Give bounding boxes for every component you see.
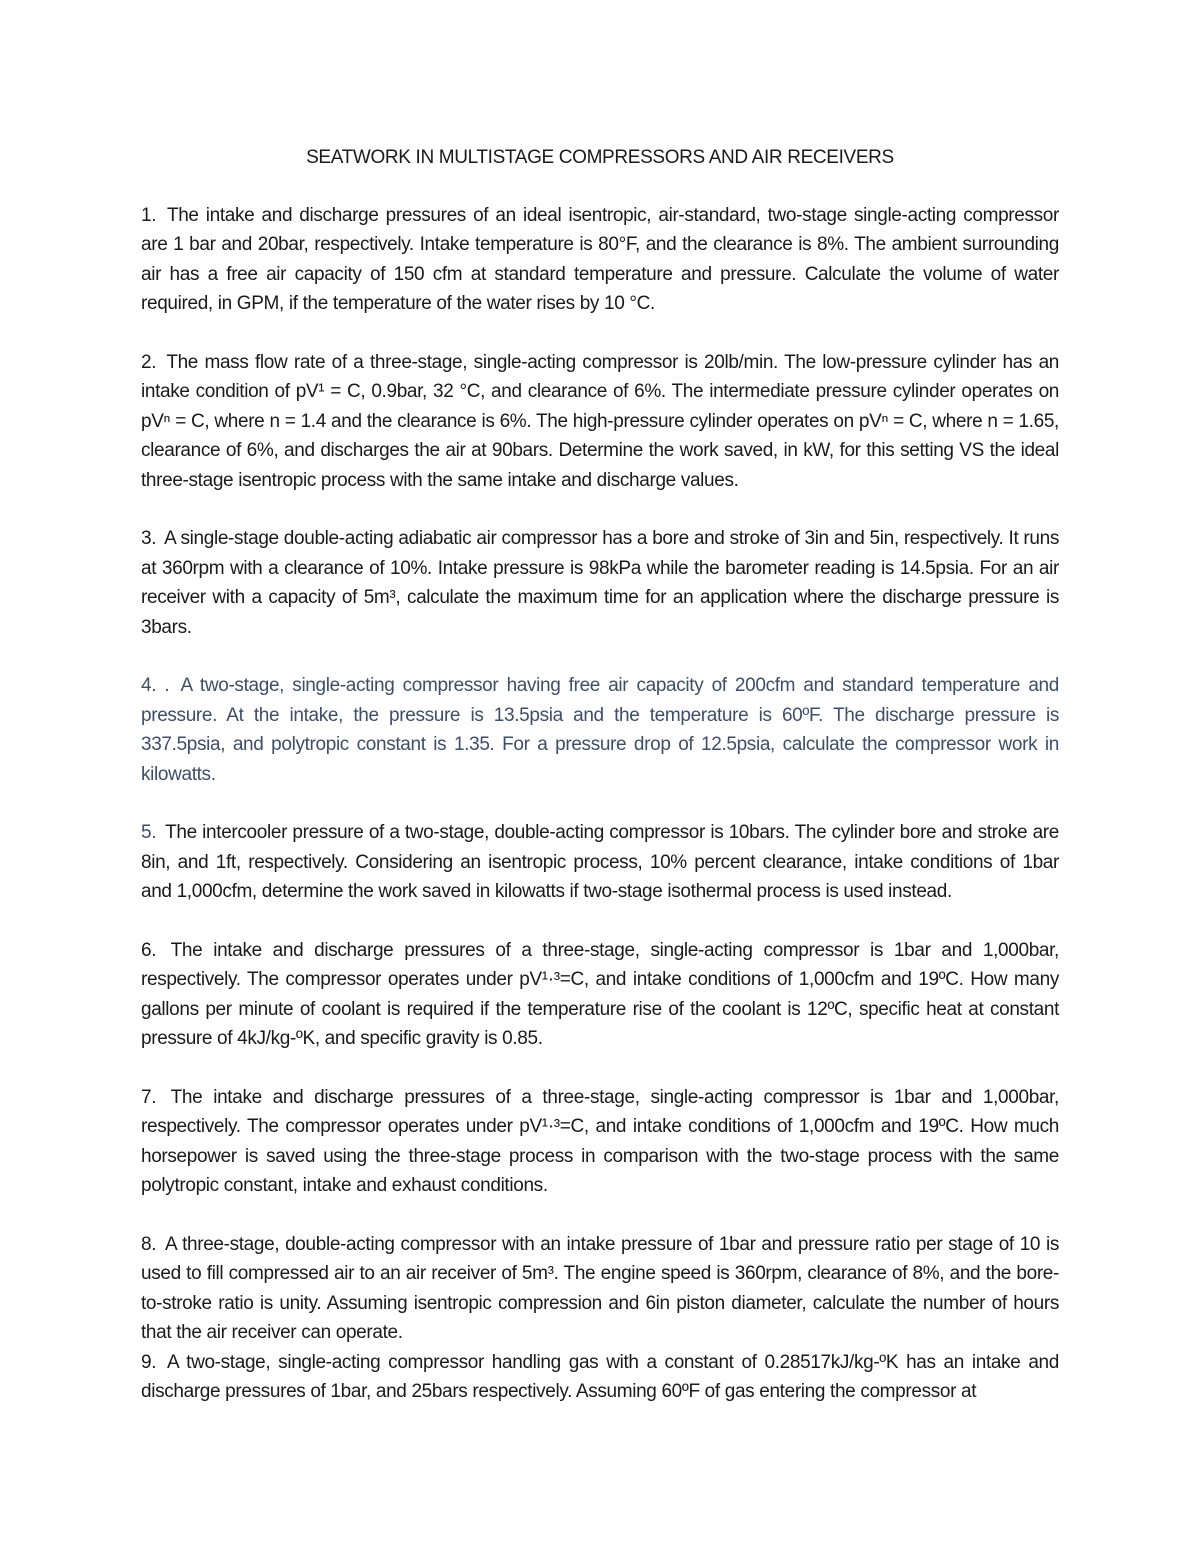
document-body: [141, 143, 1059, 1407]
problem-text: The mass flow rate of a three-stage, single-acting compressor is 20lb/min. The low-pressure cylinder has an intake condition of pV¹ = C, 0.9bar, 32 °C, and clearance of 6%. The intermediate pressure cylinder operates on pVⁿ = C, where n = 1.4 and the clearance is 6%. The high-pressure cylinder operates on pVⁿ = C, where n = 1.65, clearance of 6%, and discharges the air at 90bars. Determine the work saved, in kW, for this setting VS the ideal three-stage isentropic process with the same intake and discharge values.: [141, 351, 1060, 491]
problem-number: 4. .: [141, 675, 170, 696]
problem-text: The intake and discharge pressures of a three-stage, single-acting compressor is 1bar and 1,000bar, respectively. The compressor operates under pV¹·³=C, and intake conditions of 1,000cfm and 19ºC. How many gallons per minute of coolant is required if the temperature rise of the coolant is 12ºC, specific heat at constant pressure of 4kJ/kg-ºK, and specific gravity is 0.85.: [141, 939, 1059, 1049]
problem-7: [141, 1083, 1059, 1201]
problem-4: [141, 671, 1059, 789]
problem-text: The intake and discharge pressures of an ideal isentropic, air-standard, two-stage single-acting compressor are 1 bar and 20bar, respectively. Intake temperature is 80°F, and the clearance is 8%. The ambient surrounding air has a free air capacity of 150 cfm at standard temperature and pressure. Calculate the volume of water required, in GPM, if the temperature of the water rises by 10 °C.: [141, 204, 1059, 314]
problem-number: 1.: [141, 204, 157, 226]
problem-5: [141, 818, 1059, 907]
problem-text: A three-stage, double-acting compressor with an intake pressure of 1bar and pressure ratio per stage of 10 is used to fill compressed air to an air receiver of 5m³. The engine speed is 360rpm, clearance of 8%, and the bore-to-stroke ratio is unity. Assuming isentropic compression and 6in piston diameter, calculate the number of hours that the air receiver can operate.: [141, 1233, 1059, 1343]
problem-1: [141, 201, 1059, 319]
problem-number: 7.: [141, 1086, 157, 1108]
problem-9: [141, 1348, 1059, 1407]
problem-text: A two-stage, single-acting compressor handling gas with a constant of 0.28517kJ/kg-ºK has an intake and discharge pressures of 1bar, and 25bars respectively. Assuming 60ºF of gas entering the compressor at: [141, 1351, 1059, 1402]
problem-number: 5.: [141, 822, 157, 843]
problem-3: [141, 524, 1059, 642]
problem-number: 8.: [141, 1233, 157, 1255]
problem-number: 9.: [141, 1351, 157, 1373]
problem-text: The intake and discharge pressures of a three-stage, single-acting compressor is 1bar and 1,000bar, respectively. The compressor operates under pV¹·³=C, and intake conditions of 1,000cfm and 19ºC. How much horsepower is saved using the three-stage process in comparison with the two-stage process with the same polytropic constant, intake and exhaust conditions.: [141, 1086, 1059, 1196]
problem-number: 2.: [141, 351, 157, 373]
page-title: SEATWORK IN MULTISTAGE COMPRESSORS AND AIR RECEIVERS: [306, 147, 894, 168]
problem-6: [141, 936, 1059, 1054]
problem-text: A single-stage double-acting adiabatic air compressor has a bore and stroke of 3in and 5in, respectively. It runs at 360rpm with a clearance of 10%. Intake pressure is 98kPa while the barometer reading is 14.5psia. For an air receiver with a capacity of 5m³, calculate the maximum time for an application where the discharge pressure is 3bars.: [141, 528, 1059, 638]
problem-8: [141, 1230, 1059, 1348]
problem-text: A two-stage, single-acting compressor having free air capacity of 200cfm and standard temperature and pressure. At the intake, the pressure is 13.5psia and the temperature is 60ºF. The discharge pressure is 337.5psia, and polytropic constant is 1.35. For a pressure drop of 12.5psia, calculate the compressor work in kilowatts.: [141, 675, 1059, 785]
problem-text: The intercooler pressure of a two-stage, double-acting compressor is 10bars. The cylinder bore and stroke are 8in, and 1ft, respectively. Considering an isentropic process, 10% percent clearance, intake conditions of 1bar and 1,000cfm, determine the work saved in kilowatts if two-stage isothermal process is used instead.: [141, 822, 1059, 902]
problem-2: [141, 348, 1059, 496]
problem-number: 6.: [141, 939, 157, 961]
problem-number: 3.: [141, 528, 157, 549]
